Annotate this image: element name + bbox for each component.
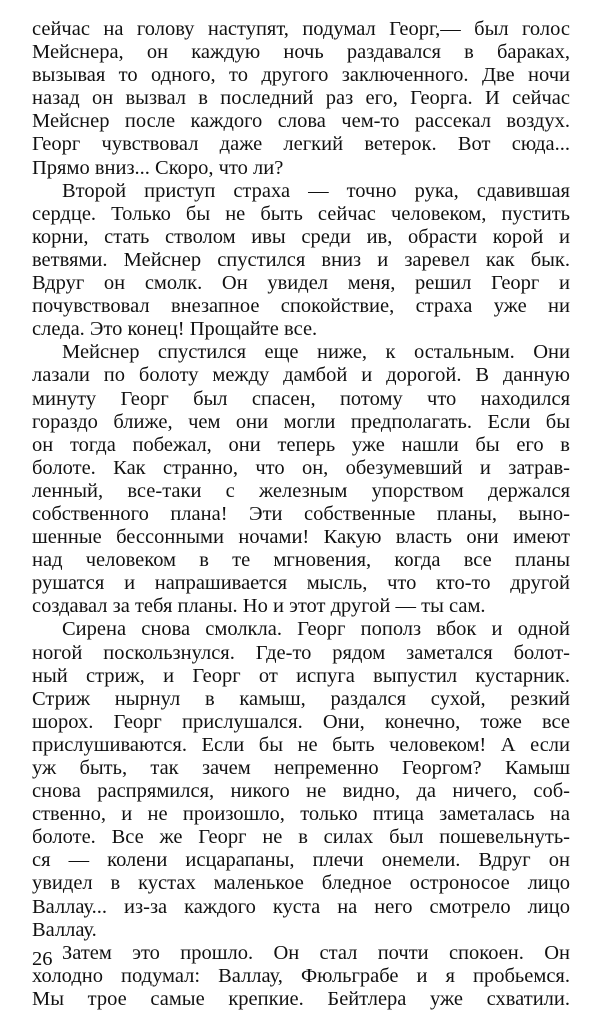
- paragraph-first-line: Второй приступ страха — точно рука, сдавившая: [62, 179, 570, 202]
- text-line: Мейснер после каждого слова чем-то рассекал воздух.: [32, 110, 570, 133]
- text-line: уж быть, так зачем непременно Георгом? Камыш: [32, 757, 570, 779]
- text-line: холодно подумал: Валлау, Фюльграбе и я пробьемся.: [32, 964, 570, 987]
- text-line: болоте. Как странно, что он, обезумевший и затрав-: [32, 456, 570, 479]
- text-line: сердце. Только бы не быть сейчас человеком, пустить: [32, 202, 570, 225]
- text-line: минуту Георг был спасен, потому что находился: [32, 387, 570, 410]
- page-number: 26: [32, 948, 53, 970]
- text-line: рушатся и напрашивается мысль, что кто-то другой: [32, 572, 570, 595]
- text-line: над человеком в те мгновения, когда все планы: [32, 549, 570, 572]
- text-line: Стриж нырнул в камыш, раздался сухой, резкий: [32, 687, 570, 710]
- text-line: Вдруг он смолк. Он увидел меня, решил Георг и: [32, 272, 570, 295]
- text-line: Валлау... из-за каждого куста на него смотрело лицо: [32, 895, 570, 918]
- text-line: Прямо вниз... Скоро, что ли?: [32, 156, 284, 179]
- text-line: гораздо ближе, чем они могли предполагать. Если бы: [32, 410, 570, 433]
- text-line: прислушиваются. Если бы не быть человеком! А если: [32, 733, 570, 756]
- text-line: корни, стать стволом ивы среди ив, обрасти корой и: [32, 225, 570, 248]
- text-line: Валлау.: [32, 918, 97, 941]
- text-line: создавал за тебя планы. Но и этот другой — ты сам.: [32, 595, 486, 618]
- text-line: собственного плана! Эти собственные планы, выно-: [32, 502, 570, 525]
- text-line: шорох. Георг прислушался. Они, конечно, тоже все: [32, 710, 570, 733]
- text-line: шенные бессонными ночами! Какую власть они имеют: [32, 526, 570, 549]
- paragraph-first-line: Мейснер спустился еще ниже, к остальным. Они: [62, 341, 570, 364]
- text-line: ветвями. Мейснер спустился вниз и заревел как бык.: [32, 248, 570, 271]
- paragraph-first-line: Сирена снова смолкла. Георг пополз вбок и одной: [62, 618, 570, 641]
- text-line: Мы трое самые крепкие. Бейтлера уже схватили.: [32, 987, 570, 1010]
- text-line: Георг чувствовал даже легкий ветерок. Вот сюда...: [32, 133, 570, 156]
- book-page-text: [32, 18, 570, 1011]
- text-line: снова распрямился, никого не видно, да ничего, соб-: [32, 780, 570, 803]
- text-line: ный стриж, и Георг от испуга выпустил кустарник.: [32, 664, 570, 687]
- text-line: вызывая то одного, то другого заключенного. Две ночи: [32, 64, 570, 87]
- text-line: почувствовал внезапное спокойствие, страха уже ни: [32, 295, 570, 318]
- text-line: сейчас на голову наступят, подумал Георг,— был голос: [32, 18, 570, 40]
- paragraph-first-line: Затем это прошло. Он стал почти спокоен. Он: [62, 941, 570, 964]
- text-line: он тогда побежал, они теперь уже нашли бы его в: [32, 433, 570, 456]
- text-line: ногой поскользнулся. Где-то рядом заметался болот-: [32, 641, 570, 664]
- text-line: лазали по болоту между дамбой и дорогой. В данную: [32, 364, 570, 387]
- text-line: увидел в кустах маленькое бледное остроносое лицо: [32, 872, 570, 895]
- text-line: ственно, и не произошло, только птица заметалась на: [32, 803, 570, 826]
- text-line: назад он вызвал в последний раз его, Георга. И сейчас: [32, 87, 570, 110]
- text-line: ся — колени исцарапаны, плечи онемели. Вдруг он: [32, 849, 570, 872]
- text-line: Мейснера, он каждую ночь раздавался в бараках,: [32, 41, 570, 64]
- text-line: следа. Это конец! Прощайте все.: [32, 318, 318, 341]
- text-line: болоте. Все же Георг не в силах был пошевельнуть-: [32, 826, 570, 849]
- text-line: ленный, все-таки с железным упорством держался: [32, 479, 570, 502]
